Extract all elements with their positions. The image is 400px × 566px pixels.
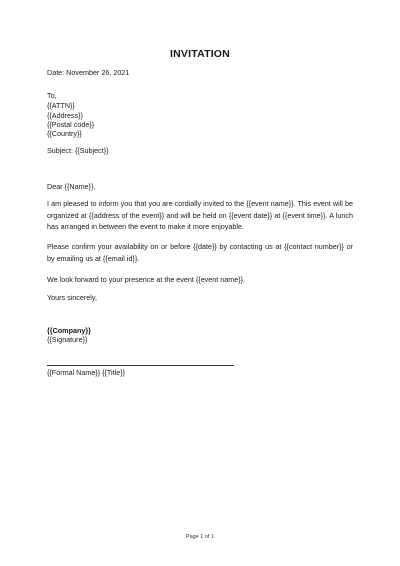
closing-line: Yours sincerely, — [47, 293, 97, 302]
postal-code-line: {{Postal code}} — [47, 120, 95, 129]
company-name: {{Company}} — [47, 326, 91, 335]
page-number-footer: Page 1 of 1 — [185, 534, 215, 540]
document-title: INVITATION — [170, 48, 230, 60]
to-line: To, — [47, 91, 57, 100]
body-paragraph-2: Please confirm your availability on or before {{date}} by contacting us at {{contact number}} or by emailing us at {{email id}}. — [47, 242, 353, 263]
signature-rule — [47, 365, 234, 366]
signature-line: {{Signature}} — [47, 335, 88, 344]
formal-name-title: {{Formal Name}} {{Title}} — [47, 368, 126, 377]
address-line: {{Address}} — [47, 111, 83, 120]
attn-line: {{ATTN}} — [47, 101, 75, 110]
country-line: {{Country}} — [47, 129, 82, 138]
date-line: Date: November 26, 2021 — [47, 68, 130, 77]
salutation: Dear {{Name}}, — [47, 182, 96, 191]
body-paragraph-3: We look forward to your presence at the event {{event name}}. — [47, 275, 246, 284]
subject-line: Subject: {{Subject}} — [47, 146, 109, 155]
body-paragraph-1: I am pleased to inform you that you are cordially invited to the {{event name}}. This event will be organized at {{address of the event}} and will be held on {{event date}} at {{event time}}. A lunch has arranged in between the event to make it more enjoyable. — [47, 199, 353, 232]
